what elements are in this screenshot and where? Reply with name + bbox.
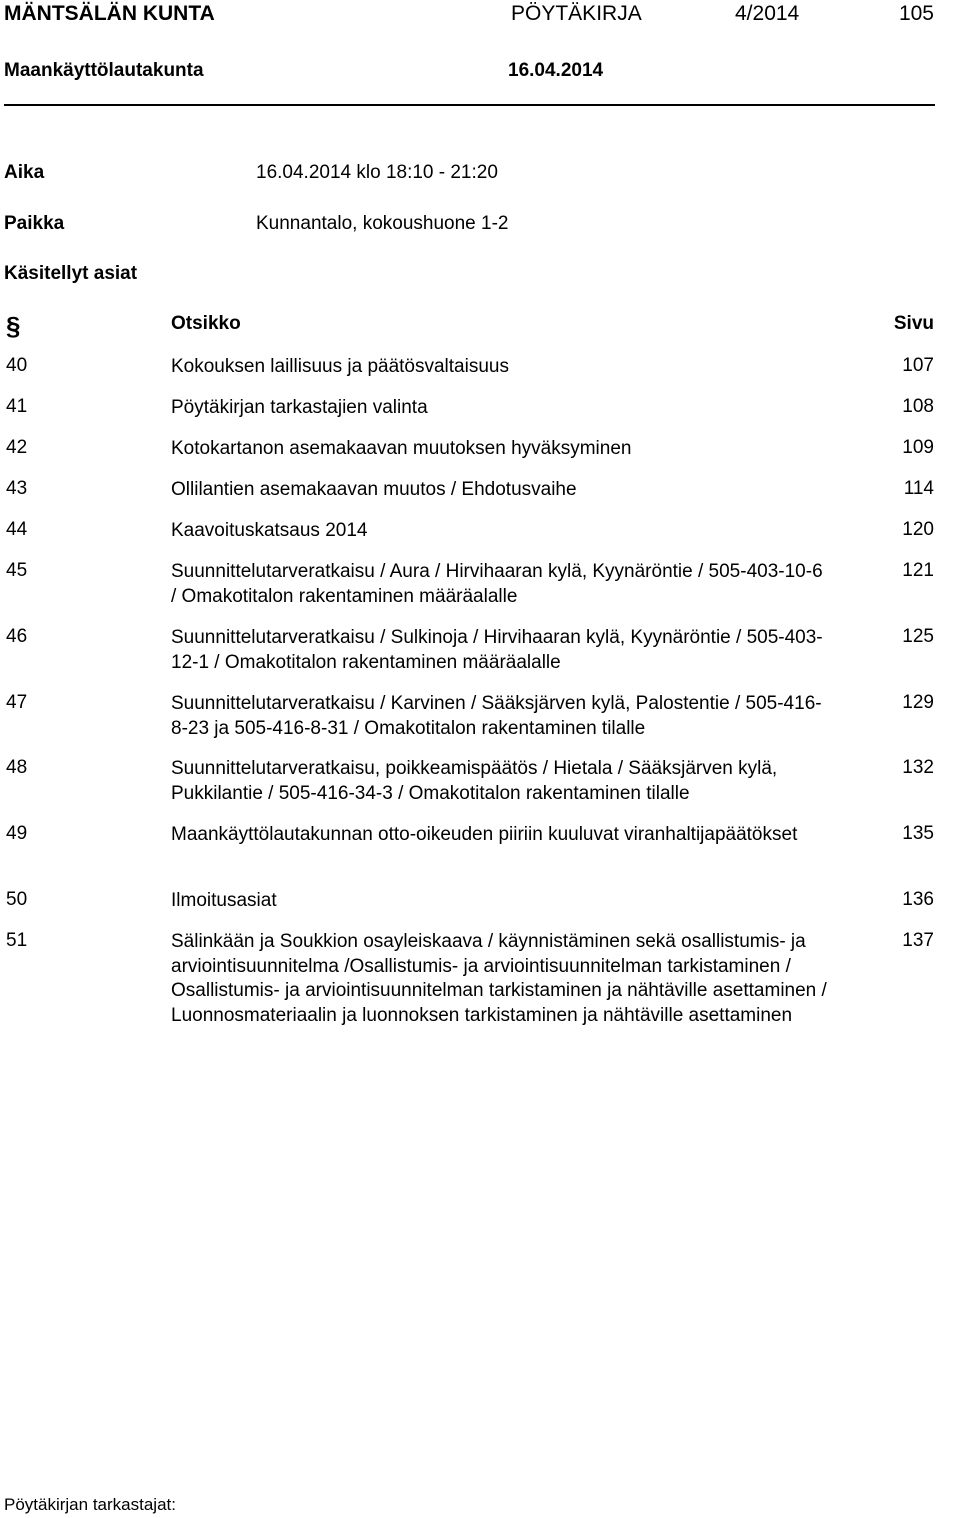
agenda-number: 50 <box>6 889 28 910</box>
section-sign-icon <box>4 311 28 341</box>
time-label: Aika <box>4 162 45 183</box>
agenda-title: Maankäyttölautakunnan otto-oikeuden piiriin kuuluvat viranhaltijapäätökset <box>171 824 798 845</box>
agenda-page: 107 <box>902 355 934 376</box>
agenda-page: 114 <box>903 478 934 499</box>
agenda-title: Suunnittelutarveratkaisu / Aura / Hirvihaaran kylä, Kyynäröntie / 505-403-10-6 / Omakotitalon rakentaminen määräalalle <box>171 561 823 607</box>
agenda-title: Kotokartanon asemakaavan muutoksen hyväksyminen <box>171 438 632 459</box>
agenda-title: Ollilantien asemakaavan muutos / Ehdotusvaihe <box>171 479 577 500</box>
agenda-page: 135 <box>902 823 934 844</box>
agenda-page: 136 <box>902 889 934 910</box>
agenda-number: 48 <box>6 757 28 778</box>
handled-items-label: Käsitellyt asiat <box>4 263 138 284</box>
agenda-number: 47 <box>6 692 28 713</box>
document-number: 4/2014 <box>735 2 800 25</box>
place-label: Paikka <box>4 213 65 234</box>
agenda-title: Pöytäkirjan tarkastajien valinta <box>171 397 428 418</box>
agenda-title: Suunnittelutarveratkaisu, poikkeamispäätös / Hietala / Sääksjärven kylä, Pukkilantie / 505-416-34-3 / Omakotitalon rakentaminen tilalle <box>171 758 778 804</box>
reviewers-label: Pöytäkirjan tarkastajat: <box>4 1495 176 1514</box>
agenda-page: 121 <box>902 560 934 581</box>
header-divider <box>4 104 935 106</box>
agenda-page: 132 <box>902 757 934 778</box>
agenda-title: Ilmoitusasiat <box>171 890 277 911</box>
agenda-title: Kokouksen laillisuus ja päätösvaltaisuus <box>171 356 509 377</box>
agenda-page: 137 <box>902 930 934 951</box>
page-number: 105 <box>898 2 934 25</box>
agenda-number: 51 <box>6 930 28 951</box>
organization-name: MÄNTSÄLÄN KUNTA <box>4 2 215 25</box>
agenda-number: 42 <box>6 437 28 458</box>
committee-name: Maankäyttölautakunta <box>4 60 204 81</box>
place-value: Kunnantalo, kokoushuone 1-2 <box>256 213 509 234</box>
agenda-title-header: Otsikko <box>171 313 241 334</box>
agenda-page-header: Sivu <box>893 313 934 334</box>
agenda-page: 125 <box>902 626 934 647</box>
agenda-page: 108 <box>902 396 934 417</box>
agenda-number: 40 <box>6 355 28 376</box>
agenda-title: Kaavoituskatsaus 2014 <box>171 520 368 541</box>
agenda-page: 120 <box>902 519 934 540</box>
agenda-number: 46 <box>6 626 28 647</box>
svg-text:§: § <box>6 311 21 341</box>
agenda-number: 49 <box>6 823 28 844</box>
document-type: PÖYTÄKIRJA <box>511 2 642 25</box>
agenda-title: Sälinkään ja Soukkion osayleiskaava / käynnistäminen sekä osallistumis- ja arviointisuunnitelma /Osallistumis- ja arviointisuunnitelman tarkistaminen / Osallistumis- ja arviointisuunnitelman tarkistaminen ja nähtäville asettaminen / Luonnosmateriaalin ja luonnoksen tarkistaminen ja nähtäville asettaminen <box>171 931 827 1026</box>
agenda-page: 129 <box>902 692 934 713</box>
agenda-page: 109 <box>902 437 934 458</box>
agenda-number: 45 <box>6 560 28 581</box>
time-value: 16.04.2014 klo 18:10 - 21:20 <box>256 162 498 183</box>
agenda-number: 43 <box>6 478 28 499</box>
agenda-title: Suunnittelutarveratkaisu / Sulkinoja / Hirvihaaran kylä, Kyynäröntie / 505-403-12-1 / Omakotitalon rakentaminen määräalalle <box>171 627 823 673</box>
agenda-title: Suunnittelutarveratkaisu / Karvinen / Sääksjärven kylä, Palostentie / 505-416-8-23 ja 505-416-8-31 / Omakotitalon rakentaminen tilalle <box>171 693 822 739</box>
header-date: 16.04.2014 <box>508 60 604 81</box>
agenda-number: 44 <box>6 519 28 540</box>
agenda-number: 41 <box>6 396 28 417</box>
